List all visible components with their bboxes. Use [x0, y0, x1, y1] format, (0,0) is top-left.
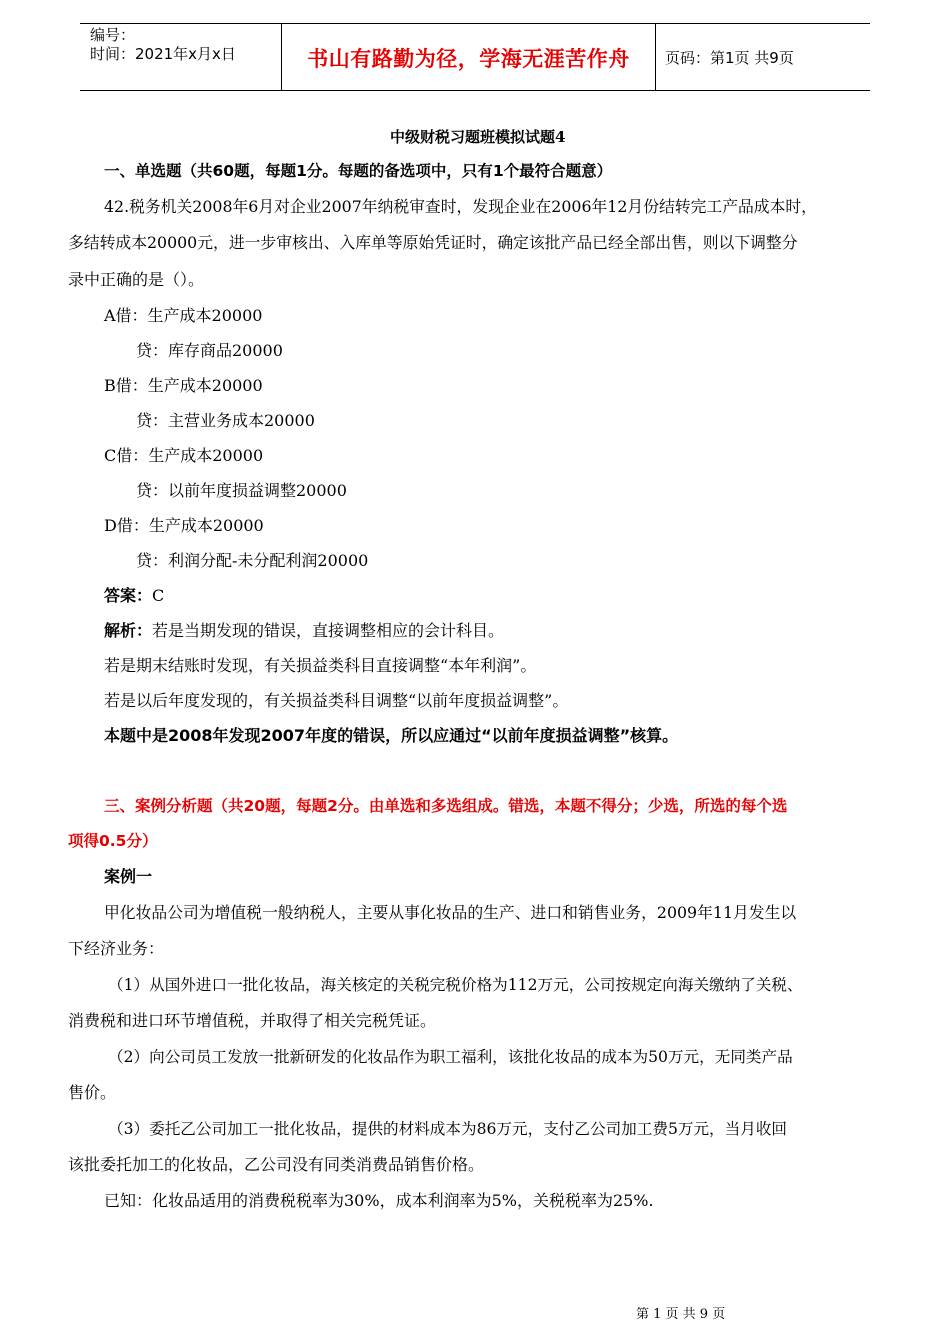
option-b-credit: 贷：主营业务成本20000 [136, 411, 315, 430]
option-d-credit: 贷：利润分配-未分配利润20000 [136, 551, 369, 570]
question-42-line3: 录中正确的是（）。 [68, 270, 205, 289]
case1-intro-line2: 下经济业务： [68, 939, 165, 958]
answer-value: C [152, 586, 165, 605]
analysis-text: 若是当期发现的错误，直接调整相应的会计科目。 [152, 621, 505, 640]
case1-item2-line2: 售价。 [68, 1083, 117, 1102]
header-divider-right [655, 23, 656, 90]
analysis-line2: 若是期末结账时发现，有关损益类科目直接调整“本年利润”。 [104, 656, 537, 675]
question-42-line1: 42.税务机关2008年6月对企业2007年纳税审查时，发现企业在2006年12月份结转完工产品成本时， [104, 197, 817, 216]
header-divider-left [281, 23, 282, 90]
analysis-line3: 若是以后年度发现的，有关损益类科目调整“以前年度损益调整”。 [104, 691, 569, 710]
analysis-label: 解析： [104, 621, 153, 640]
analysis-conclusion: 本题中是2008年发现2007年度的错误，所以应通过“以前年度损益调整”核算。 [104, 726, 679, 745]
answer-label: 答案： [104, 586, 153, 605]
case1-item2-line1: （2）向公司员工发放一批新研发的化妆品作为职工福利，该批化妆品的成本为50万元，无同类产品 [108, 1048, 793, 1066]
option-b-debit: B借：生产成本20000 [104, 376, 263, 395]
section3-heading-line2: 项得0.5分） [68, 832, 158, 850]
option-d-debit: D借：生产成本20000 [104, 516, 264, 535]
case1-title: 案例一 [104, 867, 153, 886]
section1-heading: 一、单选题（共60题，每题1分。每题的备选项中，只有1个最符合题意） [104, 162, 613, 180]
header-motto: 书山有路勤为径，学海无涯苦作舟 [307, 46, 630, 71]
option-c-debit: C借：生产成本20000 [104, 446, 264, 465]
case1-item3-line2: 该批委托加工的化妆品，乙公司没有同类消费品销售价格。 [68, 1155, 485, 1174]
case1-known-rates: 已知：化妆品适用的消费税税率为30%，成本利润率为5%，关税税率为25%. [104, 1191, 654, 1210]
option-a-credit: 贷：库存商品20000 [136, 341, 283, 360]
header-page-label: 页码：第1页 共9页 [665, 49, 794, 67]
header-number-label: 编号： [90, 26, 136, 44]
answer-row [104, 585, 164, 607]
question-42-line2: 多结转成本20000元，进一步审核出、入库单等原始凭证时，确定该批产品已经全部出售，则以下调整分 [68, 233, 798, 252]
header-bottom-border [80, 90, 870, 91]
case1-item1-line2: 消费税和进口环节增值税，并取得了相关完税凭证。 [68, 1011, 437, 1030]
section3-heading-line1: 三、案例分析题（共20题，每题2分。由单选和多选组成。错选，本题不得分；少选，所选的每个选 [104, 797, 788, 815]
header-time-label: 时间：2021年x月x日 [90, 45, 236, 63]
analysis-row [104, 620, 504, 642]
header-top-border [80, 23, 870, 24]
page-footer: 第 1 页 共 9 页 [636, 1307, 726, 1322]
case1-item1-line1: （1）从国外进口一批化妆品，海关核定的关税完税价格为112万元，公司按规定向海关缴纳了关税、 [108, 976, 803, 994]
case1-intro-line1: 甲化妆品公司为增值税一般纳税人，主要从事化妆品的生产、进口和销售业务，2009年11月发生以 [104, 903, 797, 922]
option-c-credit: 贷：以前年度损益调整20000 [136, 481, 347, 500]
case1-item3-line1: （3）委托乙公司加工一批化妆品，提供的材料成本为86万元，支付乙公司加工费5万元，当月收回 [108, 1120, 788, 1138]
document-title: 中级财税习题班模拟试题4 [390, 128, 566, 146]
option-a-debit: A借：生产成本20000 [104, 306, 263, 325]
